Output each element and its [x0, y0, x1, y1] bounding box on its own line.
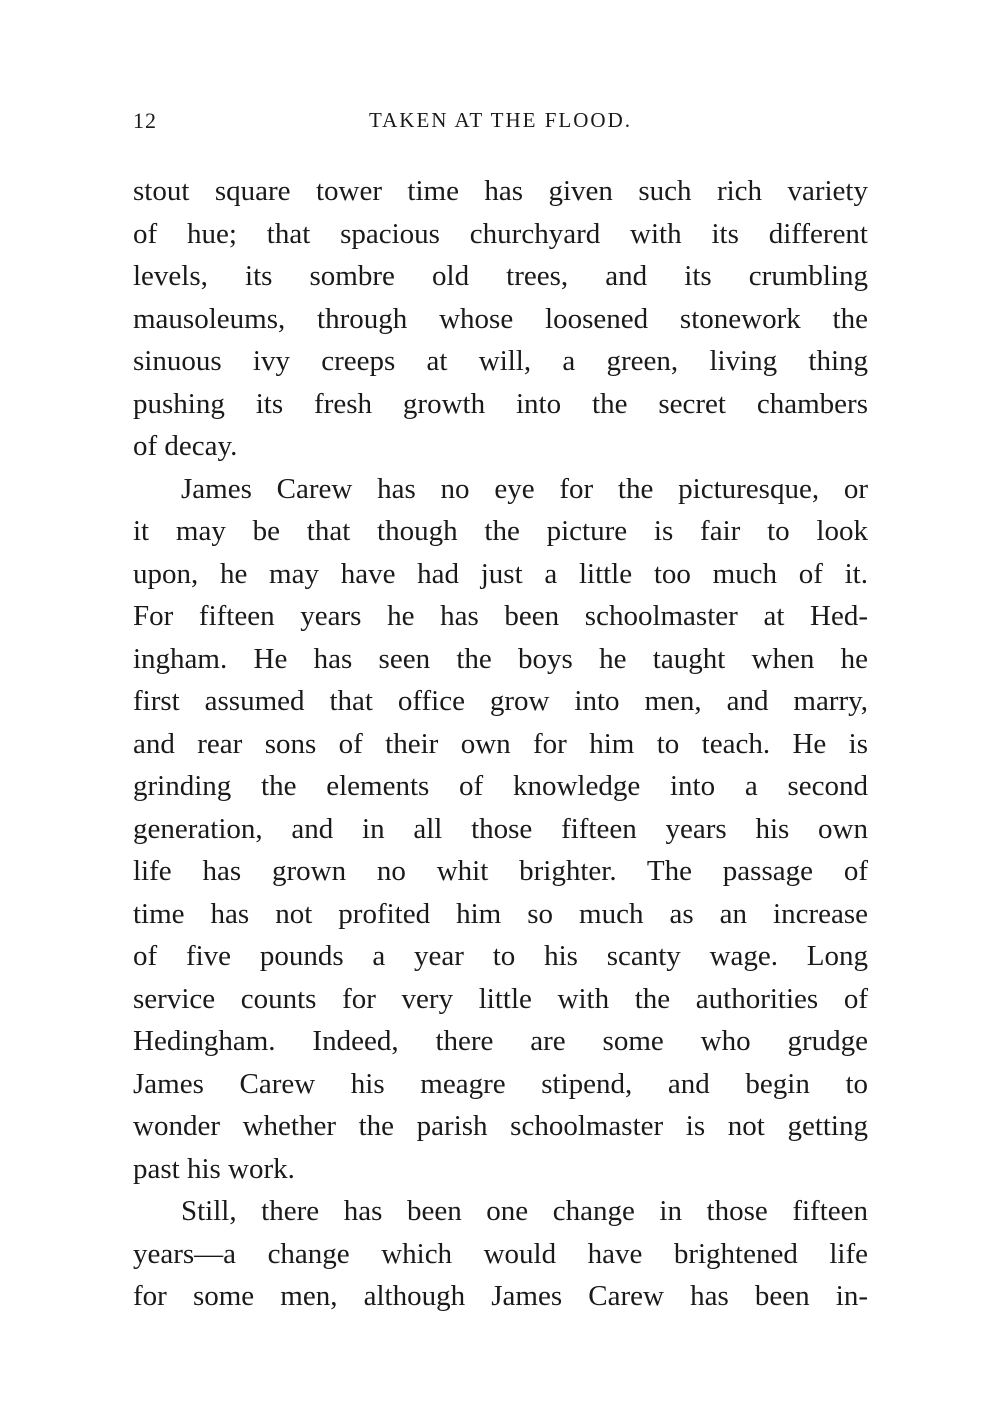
text-line: levels, its sombre old trees, and its crumbling: [133, 260, 868, 292]
text-line: Hedingham. Indeed, there are some who grudge: [133, 1025, 868, 1057]
text-line: and rear sons of their own for him to teach. He is: [133, 727, 868, 760]
text-line: time has not profited him so much as an increase: [133, 897, 868, 930]
text-line: pushing its fresh growth into the secret chambers: [133, 387, 868, 420]
text-line: grinding the elements of knowledge into a second: [133, 770, 868, 802]
text-line: of five pounds a year to his scanty wage. Long: [133, 940, 868, 972]
text-line: For fifteen years he has been schoolmaster at Hed-: [133, 600, 868, 632]
running-head: [133, 108, 868, 138]
text-line: stout square tower time has given such rich variety: [133, 175, 868, 207]
text-line: mausoleums, through whose loosened stonework the: [133, 302, 868, 335]
paragraph-first-line: James Carew has no eye for the picturesque, or: [181, 472, 868, 505]
paragraph-first-line: Still, there has been one change in those fifteen: [181, 1195, 868, 1227]
text-line: service counts for very little with the authorities of: [133, 982, 868, 1015]
text-line: upon, he may have had just a little too much of it.: [133, 557, 868, 590]
text-line: generation, and in all those fifteen years his own: [133, 812, 868, 845]
text-line: for some men, although James Carew has been in-: [133, 1280, 868, 1312]
text-line: of hue; that spacious churchyard with its different: [133, 217, 868, 250]
text-line: years—a change which would have brightened life: [133, 1237, 868, 1270]
text-line: sinuous ivy creeps at will, a green, living thing: [133, 345, 868, 377]
body-text: [133, 170, 868, 1318]
text-line: ingham. He has seen the boys he taught when he: [133, 642, 868, 675]
text-line: wonder whether the parish schoolmaster is not getting: [133, 1110, 868, 1142]
text-line: it may be that though the picture is fair to look: [133, 515, 868, 547]
text-line: of decay.: [133, 430, 238, 462]
page-number: 12: [133, 108, 157, 133]
text-line: first assumed that office grow into men, and marry,: [133, 685, 868, 717]
text-line: life has grown no whit brighter. The passage of: [133, 855, 868, 887]
text-line: James Carew his meagre stipend, and begin to: [133, 1067, 868, 1100]
running-title: TAKEN AT THE FLOOD.: [368, 108, 633, 132]
text-line: past his work.: [133, 1152, 295, 1185]
